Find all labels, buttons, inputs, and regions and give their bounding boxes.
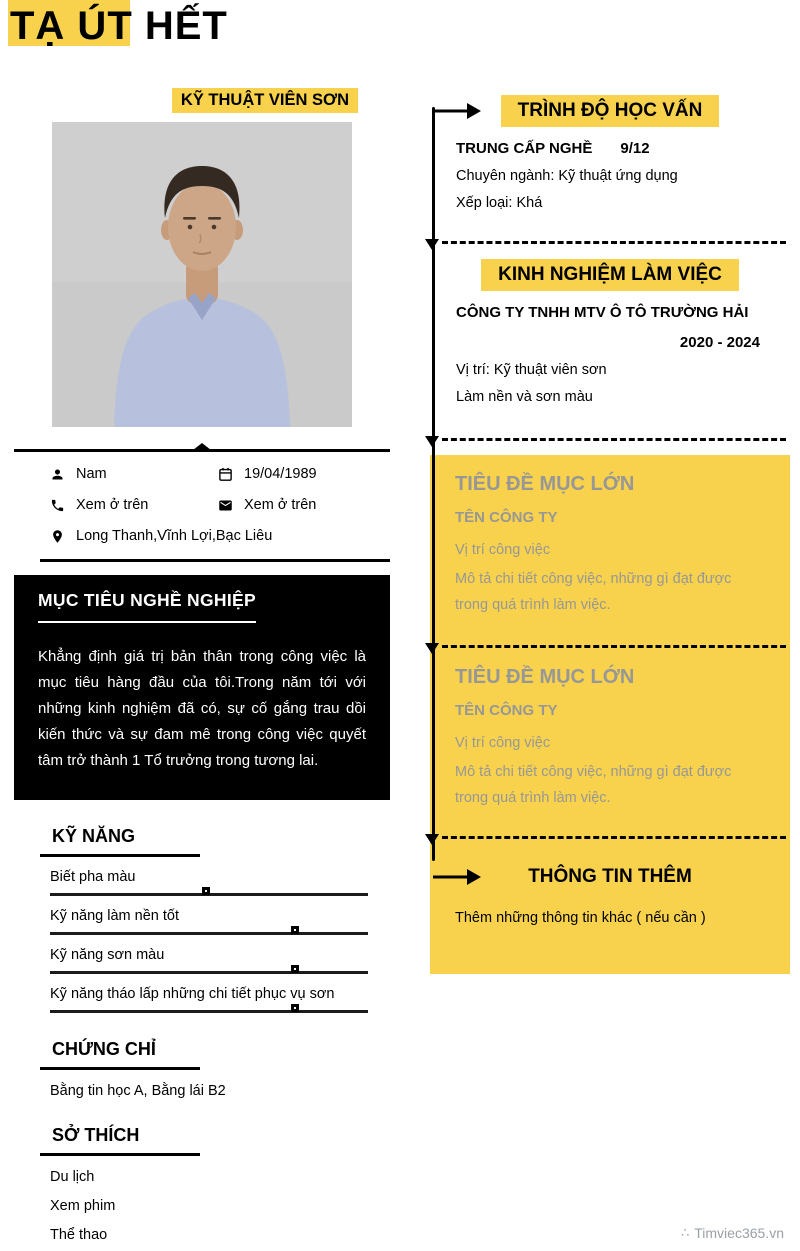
experience-heading-row [430,259,790,291]
calendar-icon [218,467,233,482]
education-heading-row [430,95,790,127]
experience-description: Làm nền và sơn màu [456,389,593,405]
skill-slider[interactable] [50,1010,368,1013]
contact-email [218,497,390,513]
education-school-row [456,140,790,157]
skill-slider-handle[interactable] [291,926,299,934]
hobbies-heading: SỞ THÍCH [40,1125,200,1156]
contact-divider [40,559,390,562]
skill-label: Kỹ năng làm nền tốt [50,908,179,924]
envelope-icon [218,498,233,513]
contact-phone-value: Xem ở trên [76,497,149,513]
education-rank: Xếp loại: Khá [456,195,543,211]
contact-dob [218,466,390,482]
placeholder-block [430,455,790,974]
certificates-text: Bằng tin học A, Bằng lái B2 [50,1083,226,1099]
skill-slider[interactable] [50,932,368,935]
additional-text: Thêm những thông tin khác ( nếu cần ) [455,910,706,926]
skills-heading: KỸ NĂNG [40,826,200,857]
objective-text: Khẳng định giá trị bản thân trong công việc là mục tiêu hàng đầu của tôi.Trong năm tới với những kinh nghiệm đã có, sự cố gắng trau dồi kiến thức và sự đam mê trong công việc quyết tâm trở thành 1 Tổ trưởng trong tương lai. [38,648,366,769]
timeline-separator [442,836,786,839]
contact-gender [50,466,218,482]
placeholder-description: Mô tả chi tiết công việc, những gì đạt được trong quá trình làm việc. [455,764,732,806]
placeholder-company: TÊN CÔNG TY [455,702,558,719]
skill-slider-handle[interactable] [291,1004,299,1012]
contact-phone [50,497,218,513]
job-title-row [14,88,390,113]
education-school: TRUNG CẤP NGHỀ [456,140,593,157]
objective-heading: MỤC TIÊU NGHỀ NGHIỆP [38,590,256,623]
therefore-dots-icon: ∴ [680,1225,690,1240]
placeholder-company: TÊN CÔNG TY [455,509,558,526]
skill-label: Biết pha màu [50,869,136,885]
experience-company: CÔNG TY TNHH MTV Ô TÔ TRƯỜNG HẢI [456,304,749,321]
watermark-text: Timviec365.vn [694,1225,784,1241]
profile-photo [52,122,352,427]
candidate-name: TẠ ÚT HẾT [10,4,228,48]
hobby-item: Du lịch [50,1169,95,1185]
contact-grid [14,452,390,559]
experience-period: 2020 - 2024 [679,334,760,351]
experience-heading: KINH NGHIỆM LÀM VIỆC [481,259,739,291]
placeholder-section [430,473,790,618]
additional-heading-row [430,861,790,893]
contact-gender-value: Nam [76,466,107,482]
skill-slider-handle[interactable] [291,965,299,973]
skill-item [50,868,368,896]
placeholder-description: Mô tả chi tiết công việc, những gì đạt được trong quá trình làm việc. [455,571,732,613]
placeholder-section [430,666,790,811]
user-icon [50,467,65,482]
skill-label: Kỹ năng sơn màu [50,947,165,963]
additional-heading: THÔNG TIN THÊM [528,866,692,887]
objective-section [14,575,390,800]
timeline-separator [442,241,786,244]
skill-item [50,985,368,1013]
experience-position: Vị trí: Kỹ thuật viên sơn [456,362,607,378]
placeholder-position: Vị trí công việc [455,542,551,558]
contact-dob-value: 19/04/1989 [244,466,317,482]
timeline-separator [442,438,786,441]
timeline-separator [442,645,786,648]
location-pin-icon [50,529,65,544]
phone-icon [50,498,65,513]
experience-content [456,304,790,405]
skill-item [50,907,368,935]
site-watermark [681,1225,784,1241]
certificates-heading: CHỨNG CHỈ [40,1039,200,1070]
skill-label: Kỹ năng tháo lấp những chi tiết phục vụ sơn [50,986,335,1002]
hobby-item: Thể thao [50,1227,108,1243]
contact-section [14,449,390,562]
placeholder-title: TIÊU ĐỀ MỤC LỚN [455,473,635,495]
left-column [14,0,390,1243]
placeholder-title: TIÊU ĐỀ MỤC LỚN [455,666,635,688]
profile-photo-placeholder [52,122,352,427]
education-grade: 9/12 [620,140,650,157]
contact-address-value: Long Thanh,Vĩnh Lợi,Bạc Liêu [76,528,273,544]
skill-slider[interactable] [50,893,368,896]
right-column [430,0,790,974]
skill-item [50,946,368,974]
education-heading: TRÌNH ĐỘ HỌC VẤN [501,95,720,127]
contact-email-value: Xem ở trên [244,497,317,513]
education-content [456,140,790,211]
timeline-line [432,107,435,861]
job-title: KỸ THUẬT VIÊN SƠN [172,88,358,113]
skill-slider[interactable] [50,971,368,974]
hobby-item: Xem phim [50,1198,116,1214]
education-major: Chuyên ngành: Kỹ thuật ứng dụng [456,168,678,184]
contact-address [50,528,390,544]
skill-slider-handle[interactable] [202,887,210,895]
placeholder-position: Vị trí công việc [455,735,551,751]
